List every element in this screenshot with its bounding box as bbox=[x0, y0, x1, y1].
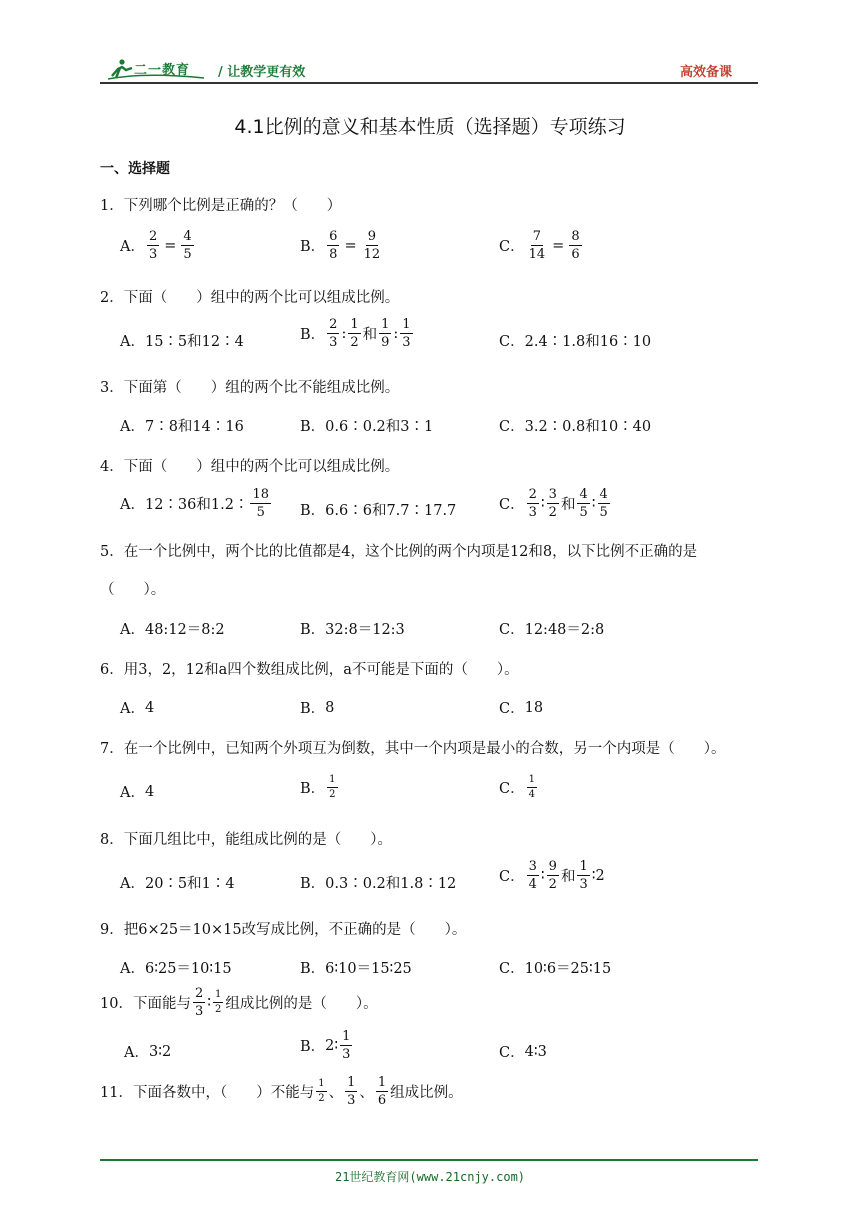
question-8-stem: 8．下面几组比中，能组成比例的是（ ）。 bbox=[100, 832, 392, 848]
question-5-option-b[interactable] bbox=[300, 618, 405, 639]
question-10-option-a[interactable] bbox=[124, 1041, 171, 1062]
fraction: $\frac{1}{3}$ bbox=[342, 1029, 351, 1062]
question-2-option-b[interactable]: B． $\frac{2}{3}$ : $\frac{1}{2}$ 和 $\frac{1}{9}$ : $\frac{1}{3}$ bbox=[300, 317, 411, 350]
question-6-option-a[interactable] bbox=[120, 697, 154, 718]
question-3-option-b[interactable] bbox=[300, 415, 433, 436]
fraction: $\frac{8}{6}$ bbox=[571, 229, 580, 262]
option-text: 3∶2 bbox=[148, 1043, 172, 1060]
fraction: $\frac{6}{8}$ bbox=[329, 229, 338, 262]
fraction: $\frac{4}{5}$ bbox=[599, 487, 608, 520]
option-label: A． bbox=[120, 961, 145, 977]
option-text: 6.6∶6和7.7∶17.7 bbox=[325, 503, 457, 519]
option-label: B． bbox=[300, 239, 326, 255]
question-2-stem: 2．下面（ ）组中的两个比可以组成比例。 bbox=[100, 290, 400, 306]
question-8-option-c[interactable]: C． $\frac{3}{4}$ ∶ $\frac{9}{2}$ 和 $\frac{1}{3}$ ∶2 bbox=[499, 859, 605, 892]
question-5-stem: 5．在一个比例中，两个比的比值都是4，这个比例的两个内项是12和8，以下比例不正确的是 bbox=[100, 544, 698, 560]
option-label: B． bbox=[300, 701, 326, 717]
option-label: B． bbox=[300, 327, 326, 343]
header-divider bbox=[100, 82, 758, 84]
option-text: 10∶6＝25∶15 bbox=[524, 961, 612, 977]
option-label: C． bbox=[499, 622, 525, 638]
option-text: 6∶25＝10∶15 bbox=[144, 961, 232, 977]
option-text: 2.4∶1.8和16∶10 bbox=[524, 334, 652, 350]
fraction: $\frac{2}{3}$ bbox=[329, 317, 338, 350]
option-text: 0.6∶0.2和3∶1 bbox=[325, 419, 434, 435]
option-label: A． bbox=[120, 701, 145, 717]
option-text: 18 bbox=[524, 699, 544, 716]
fraction: $\frac{1}{2}$ bbox=[215, 989, 222, 1015]
option-text: 4∶3 bbox=[524, 1043, 547, 1060]
option-text: 48:12＝8:2 bbox=[144, 622, 225, 638]
question-6-option-b[interactable] bbox=[300, 697, 334, 718]
option-label: B． bbox=[300, 622, 326, 638]
fraction: $\frac{1}{2}$ bbox=[318, 1078, 325, 1104]
option-text: 7∶8和14∶16 bbox=[144, 419, 244, 435]
question-5-stem-cont: （ ）。 bbox=[100, 582, 166, 598]
fraction: $\frac{1}{3}$ bbox=[402, 317, 411, 350]
option-label: A． bbox=[120, 785, 145, 801]
fraction: $\frac{1}{6}$ bbox=[377, 1075, 387, 1108]
question-2-option-c[interactable] bbox=[499, 330, 651, 351]
fraction: $\frac{3}{4}$ bbox=[528, 859, 537, 892]
page-header bbox=[100, 56, 758, 82]
footer-text[interactable]: 21世纪教育网(www.21cnjy.com) bbox=[334, 1170, 526, 1184]
header-slogan: / 让教学更有效 bbox=[218, 65, 306, 80]
option-label: C． bbox=[499, 497, 525, 513]
option-text: 2∶ bbox=[325, 1037, 339, 1054]
option-text: 15∶5和12∶4 bbox=[144, 334, 244, 350]
option-text: 6∶10＝15∶25 bbox=[325, 961, 412, 977]
option-label: A． bbox=[124, 1045, 149, 1061]
logo-text: 二一教育 bbox=[134, 63, 191, 78]
fraction: $\frac{3}{2}$ bbox=[548, 487, 557, 520]
fraction: $\frac{1}{9}$ bbox=[381, 317, 390, 350]
fraction: $\frac{1}{2}$ bbox=[329, 774, 336, 800]
fraction: $\frac{1}{3}$ bbox=[347, 1075, 356, 1108]
option-text: 32:8＝12:3 bbox=[325, 622, 405, 638]
option-text: 8 bbox=[325, 699, 335, 716]
option-label: C． bbox=[499, 961, 525, 977]
question-4-option-a[interactable] bbox=[120, 488, 273, 519]
fraction: $\frac{4}{5}$ bbox=[579, 487, 588, 520]
option-text: 0.3∶0.2和1.8∶12 bbox=[325, 876, 457, 892]
option-label: B． bbox=[300, 1039, 326, 1055]
option-label: A． bbox=[120, 622, 145, 638]
question-9-option-b[interactable] bbox=[300, 957, 412, 978]
option-label: C． bbox=[499, 701, 525, 717]
option-text: 12∶36和1.2∶ bbox=[144, 497, 249, 513]
fraction: $\frac{2}{3}$ bbox=[194, 986, 204, 1019]
question-10-option-b[interactable] bbox=[300, 1030, 354, 1061]
question-3-stem: 3．下面第（ ）组的两个比不能组成比例。 bbox=[100, 380, 400, 396]
fraction: $\frac{18}{5}$ bbox=[252, 487, 269, 520]
question-4-option-b[interactable] bbox=[300, 499, 456, 520]
option-text: 12:48＝2:8 bbox=[524, 622, 605, 638]
question-6-stem: 6．用3，2，12和a四个数组成比例，a不可能是下面的（ ）。 bbox=[100, 662, 519, 678]
option-label: C． bbox=[499, 1045, 525, 1061]
option-label: A． bbox=[120, 876, 145, 892]
option-label: B． bbox=[300, 876, 326, 892]
question-1-stem: 1．下列哪个比例是正确的？（ ） bbox=[100, 198, 342, 214]
question-3-option-c[interactable] bbox=[499, 415, 651, 436]
option-label: C． bbox=[499, 781, 525, 797]
question-5-option-a[interactable] bbox=[120, 618, 225, 639]
fraction: $\frac{2}{3}$ bbox=[148, 229, 158, 262]
question-3-option-a[interactable] bbox=[120, 415, 244, 436]
option-label: C． bbox=[499, 419, 525, 435]
question-1-option-a[interactable]: A． $\frac{2}{3}$ = $\frac{4}{5}$ bbox=[120, 229, 192, 262]
question-7-option-a[interactable] bbox=[120, 781, 154, 802]
question-7-option-b[interactable] bbox=[300, 775, 340, 800]
section-heading: 一、选择题 bbox=[100, 161, 170, 177]
option-label: B． bbox=[300, 503, 326, 519]
option-label: B． bbox=[300, 961, 326, 977]
option-text: 4 bbox=[144, 783, 155, 800]
option-label: C． bbox=[499, 239, 525, 255]
question-7-stem: 7．在一个比例中，已知两个外项互为倒数，其中一个内项是最小的合数，另一个内项是（ ）。 bbox=[100, 741, 726, 757]
option-label: A． bbox=[120, 419, 145, 435]
fraction: $\frac{1}{3}$ bbox=[579, 859, 588, 892]
question-1-option-b[interactable]: B． $\frac{6}{8}$ = $\frac{9}{12}$ bbox=[300, 229, 381, 262]
option-label: B． bbox=[300, 419, 326, 435]
question-9-stem: 9．把6×25＝10×15改写成比例，不正确的是（ ）。 bbox=[100, 922, 467, 938]
question-6-option-c[interactable] bbox=[499, 697, 543, 718]
option-text: 3.2∶0.8和10∶40 bbox=[524, 419, 652, 435]
fraction: $\frac{9}{12}$ bbox=[363, 229, 381, 262]
fraction: $\frac{1}{4}$ bbox=[528, 774, 535, 800]
question-5-option-c[interactable] bbox=[499, 618, 604, 639]
option-label: A． bbox=[120, 334, 145, 350]
fraction: $\frac{7}{14}$ bbox=[528, 229, 546, 262]
fraction: $\frac{1}{2}$ bbox=[350, 317, 359, 350]
question-9-option-c[interactable] bbox=[499, 957, 611, 978]
option-label: A． bbox=[120, 497, 145, 513]
question-2-option-a[interactable] bbox=[120, 330, 244, 351]
option-label: B． bbox=[300, 781, 326, 797]
question-8-option-a[interactable] bbox=[120, 872, 235, 893]
option-text: 4 bbox=[144, 699, 155, 716]
option-label: A． bbox=[120, 239, 145, 255]
page-title: 4.1比例的意义和基本性质（选择题）专项练习 bbox=[234, 116, 626, 138]
question-10-stem: 10．下面能与 $\frac{2}{3}$ ∶ $\frac{1}{2}$ 组成比例的是（ ）。 bbox=[100, 986, 378, 1019]
footer-divider bbox=[100, 1159, 758, 1161]
option-label: C． bbox=[499, 334, 525, 350]
fraction: $\frac{2}{3}$ bbox=[528, 487, 537, 520]
question-4-option-c[interactable]: C． $\frac{2}{3}$ ∶ $\frac{3}{2}$ 和 $\frac{4}{5}$ ∶ $\frac{4}{5}$ bbox=[499, 487, 608, 520]
question-1-option-c[interactable]: C． $\frac{7}{14}$ = $\frac{8}{6}$ bbox=[499, 229, 580, 262]
fraction: $\frac{9}{2}$ bbox=[548, 859, 557, 892]
question-10-option-c[interactable] bbox=[499, 1041, 547, 1062]
fraction: $\frac{4}{5}$ bbox=[183, 229, 192, 262]
header-brand: 高效备课 bbox=[679, 65, 732, 80]
question-9-option-a[interactable] bbox=[120, 957, 232, 978]
option-label: C． bbox=[499, 869, 525, 885]
question-4-stem: 4．下面（ ）组中的两个比可以组成比例。 bbox=[100, 459, 400, 475]
question-11-stem: 11．下面各数中，（ ）不能与 $\frac{1}{2}$ 、 $\frac{1}{3}$ 、 $\frac{1}{6}$ 组成比例。 bbox=[100, 1075, 463, 1108]
question-8-option-b[interactable] bbox=[300, 872, 456, 893]
option-text: 20∶5和1∶4 bbox=[144, 876, 235, 892]
question-7-option-c[interactable] bbox=[499, 775, 539, 800]
